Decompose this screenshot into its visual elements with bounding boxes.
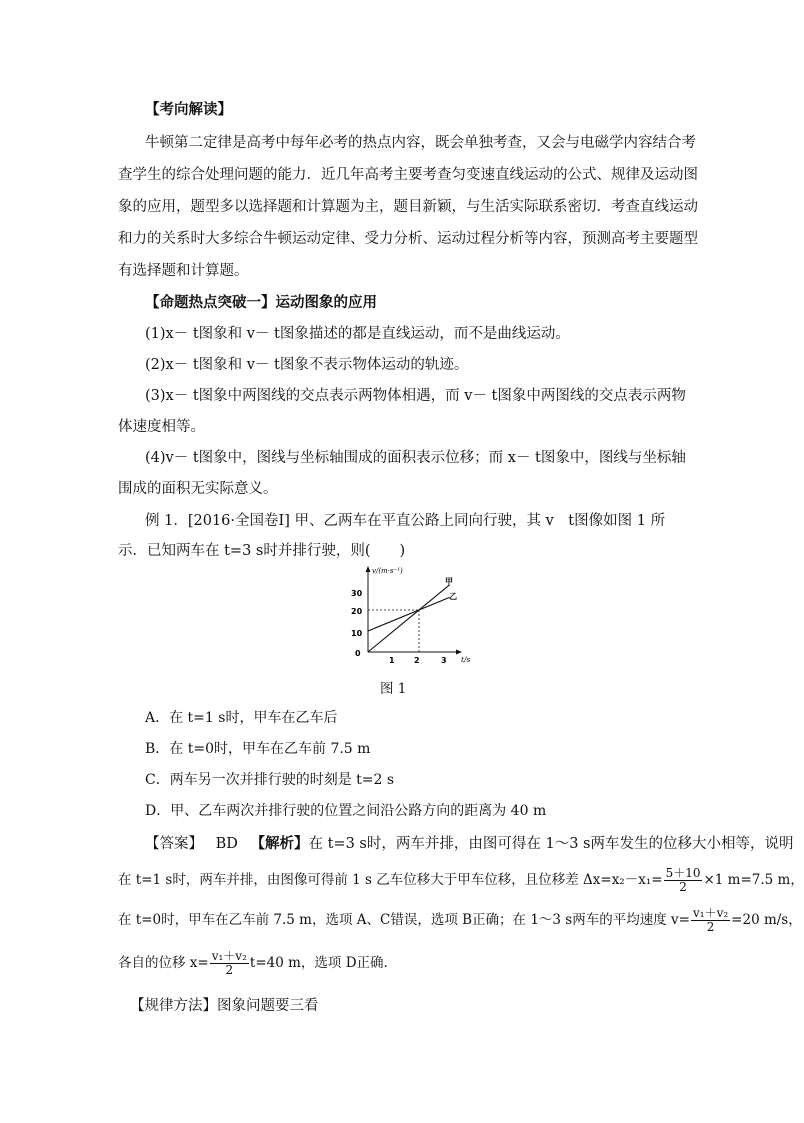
point-3b: 体速度相等。 xyxy=(118,419,205,435)
option-b: B．在 t=0时，甲车在乙车前 7.5 m xyxy=(145,741,371,757)
hotspot-title: 运动图象的应用 xyxy=(275,294,377,311)
analysis-line-4a: 各自的位移 x= xyxy=(118,955,209,971)
y-tick-20: 20 xyxy=(351,607,363,616)
series-label-yi: 乙 xyxy=(449,592,457,601)
figure-caption: 图 1 xyxy=(380,681,407,697)
y-tick-30: 30 xyxy=(351,589,363,598)
point-1: (1)x－ t图象和 v－ t图象描述的都是直线运动，而不是曲线运动。 xyxy=(145,326,570,342)
analysis-line-1: 在 t=3 s时，两车并排，由图可得在 1～3 s两车发生的位移大小相等，说明 xyxy=(308,836,794,852)
method-label: 【规律方法】 xyxy=(130,998,217,1014)
analysis-line-4b: t=40 m，选项 D正确． xyxy=(249,955,398,971)
y-tick-0: 0 xyxy=(355,649,361,658)
method-text: 图象问题要三看 xyxy=(217,998,319,1014)
point-4a: (4)v－ t图象中，图线与坐标轴围成的面积表示位移；而 x－ t图象中，图线与坐标轴 xyxy=(145,450,686,466)
fraction-delta-x: $\frac{5+10}{2}$ xyxy=(665,866,701,894)
series-line-yi xyxy=(368,597,450,631)
fraction-avg-velocity: $\frac{\text{v₁＋v₂}}{2}$ xyxy=(692,906,729,934)
analysis-line-4 xyxy=(118,950,397,977)
intro-line-2: 查学生的综合处理问题的能力．近几年高考主要考查匀变速直线运动的公式、规律及运动图 xyxy=(118,167,698,183)
point-4b: 围成的面积无实际意义。 xyxy=(118,481,278,497)
fraction-displacement: $\frac{\text{v₁＋v₂}}{2}$ xyxy=(211,949,247,977)
section-header: 【考向解读】 xyxy=(145,101,232,118)
point-2: (2)x－ t图象和 v－ t图象不表示物体运动的轨迹。 xyxy=(145,357,469,373)
hotspot-heading xyxy=(145,293,377,313)
y-axis-label: v/(m·s⁻¹) xyxy=(372,567,403,575)
example-line-1: 例 1．[2016·全国卷Ⅰ] 甲、乙两车在平直公路上同向行驶，其 v t图像如图 1 所 xyxy=(145,513,666,529)
hotspot-label: 【命题热点突破一】 xyxy=(145,294,276,311)
y-axis-arrow xyxy=(366,566,371,572)
analysis-label: 【解析】 xyxy=(250,835,309,852)
x-tick-2: 2 xyxy=(414,656,420,665)
x-axis-label: t/s xyxy=(461,655,471,664)
series-label-jia: 甲 xyxy=(445,577,453,586)
analysis-line-3 xyxy=(118,907,802,934)
intro-line-4: 和力的关系时大多综合牛顿运动定律、受力分析、运动过程分析等内容，预测高考主要题型 xyxy=(118,231,698,247)
vt-graph xyxy=(345,564,475,672)
x-axis-arrow xyxy=(456,650,462,655)
series-line-jia xyxy=(368,585,450,652)
answer-line-1 xyxy=(145,834,793,854)
option-c: C．两车另一次并排行驶的时刻是 t=2 s xyxy=(145,772,395,788)
x-tick-3: 3 xyxy=(441,656,447,665)
option-d: D．甲、乙车两次并排行驶的位置之间沿公路方向的距离为 40 m xyxy=(145,803,547,819)
answer-value: BD xyxy=(215,836,238,852)
intro-line-5: 有选择题和计算题。 xyxy=(118,263,249,279)
analysis-line-2b: ×1 m=7.5 m， xyxy=(703,872,804,888)
x-tick-1: 1 xyxy=(389,656,395,665)
option-a: A．在 t=1 s时，甲车在乙车后 xyxy=(145,710,338,726)
point-3a: (3)x－ t图象中两图线的交点表示两物体相遇，而 v－ t图象中两图线的交点表示两物 xyxy=(145,388,686,404)
example-line-2: 示．已知两车在 t=3 s时并排行驶，则( ) xyxy=(118,543,406,559)
analysis-line-2 xyxy=(118,867,804,894)
answer-label: 【答案】 xyxy=(145,836,203,852)
method-line xyxy=(130,996,319,1016)
intro-line-1: 牛顿第二定律是高考中每年必考的热点内容，既会单独考查，又会与电磁学内容结合考 xyxy=(145,135,696,151)
y-tick-10: 10 xyxy=(351,629,363,638)
intro-line-3: 象的应用，题型多以选择题和计算题为主，题目新颖，与生活实际联系密切．考查直线运动 xyxy=(118,199,698,215)
analysis-line-3a: 在 t=0时，甲车在乙车前 7.5 m，选项 A、C错误，选项 B正确；在 1～3 s两车的平均速度 v= xyxy=(118,912,690,928)
analysis-line-3b: =20 m/s， xyxy=(731,912,802,928)
analysis-line-2a: 在 t=1 s时，两车并排，由图像可得前 1 s 乙车位移大于甲车位移，且位移差 Δx=x₂－x₁= xyxy=(118,872,663,888)
